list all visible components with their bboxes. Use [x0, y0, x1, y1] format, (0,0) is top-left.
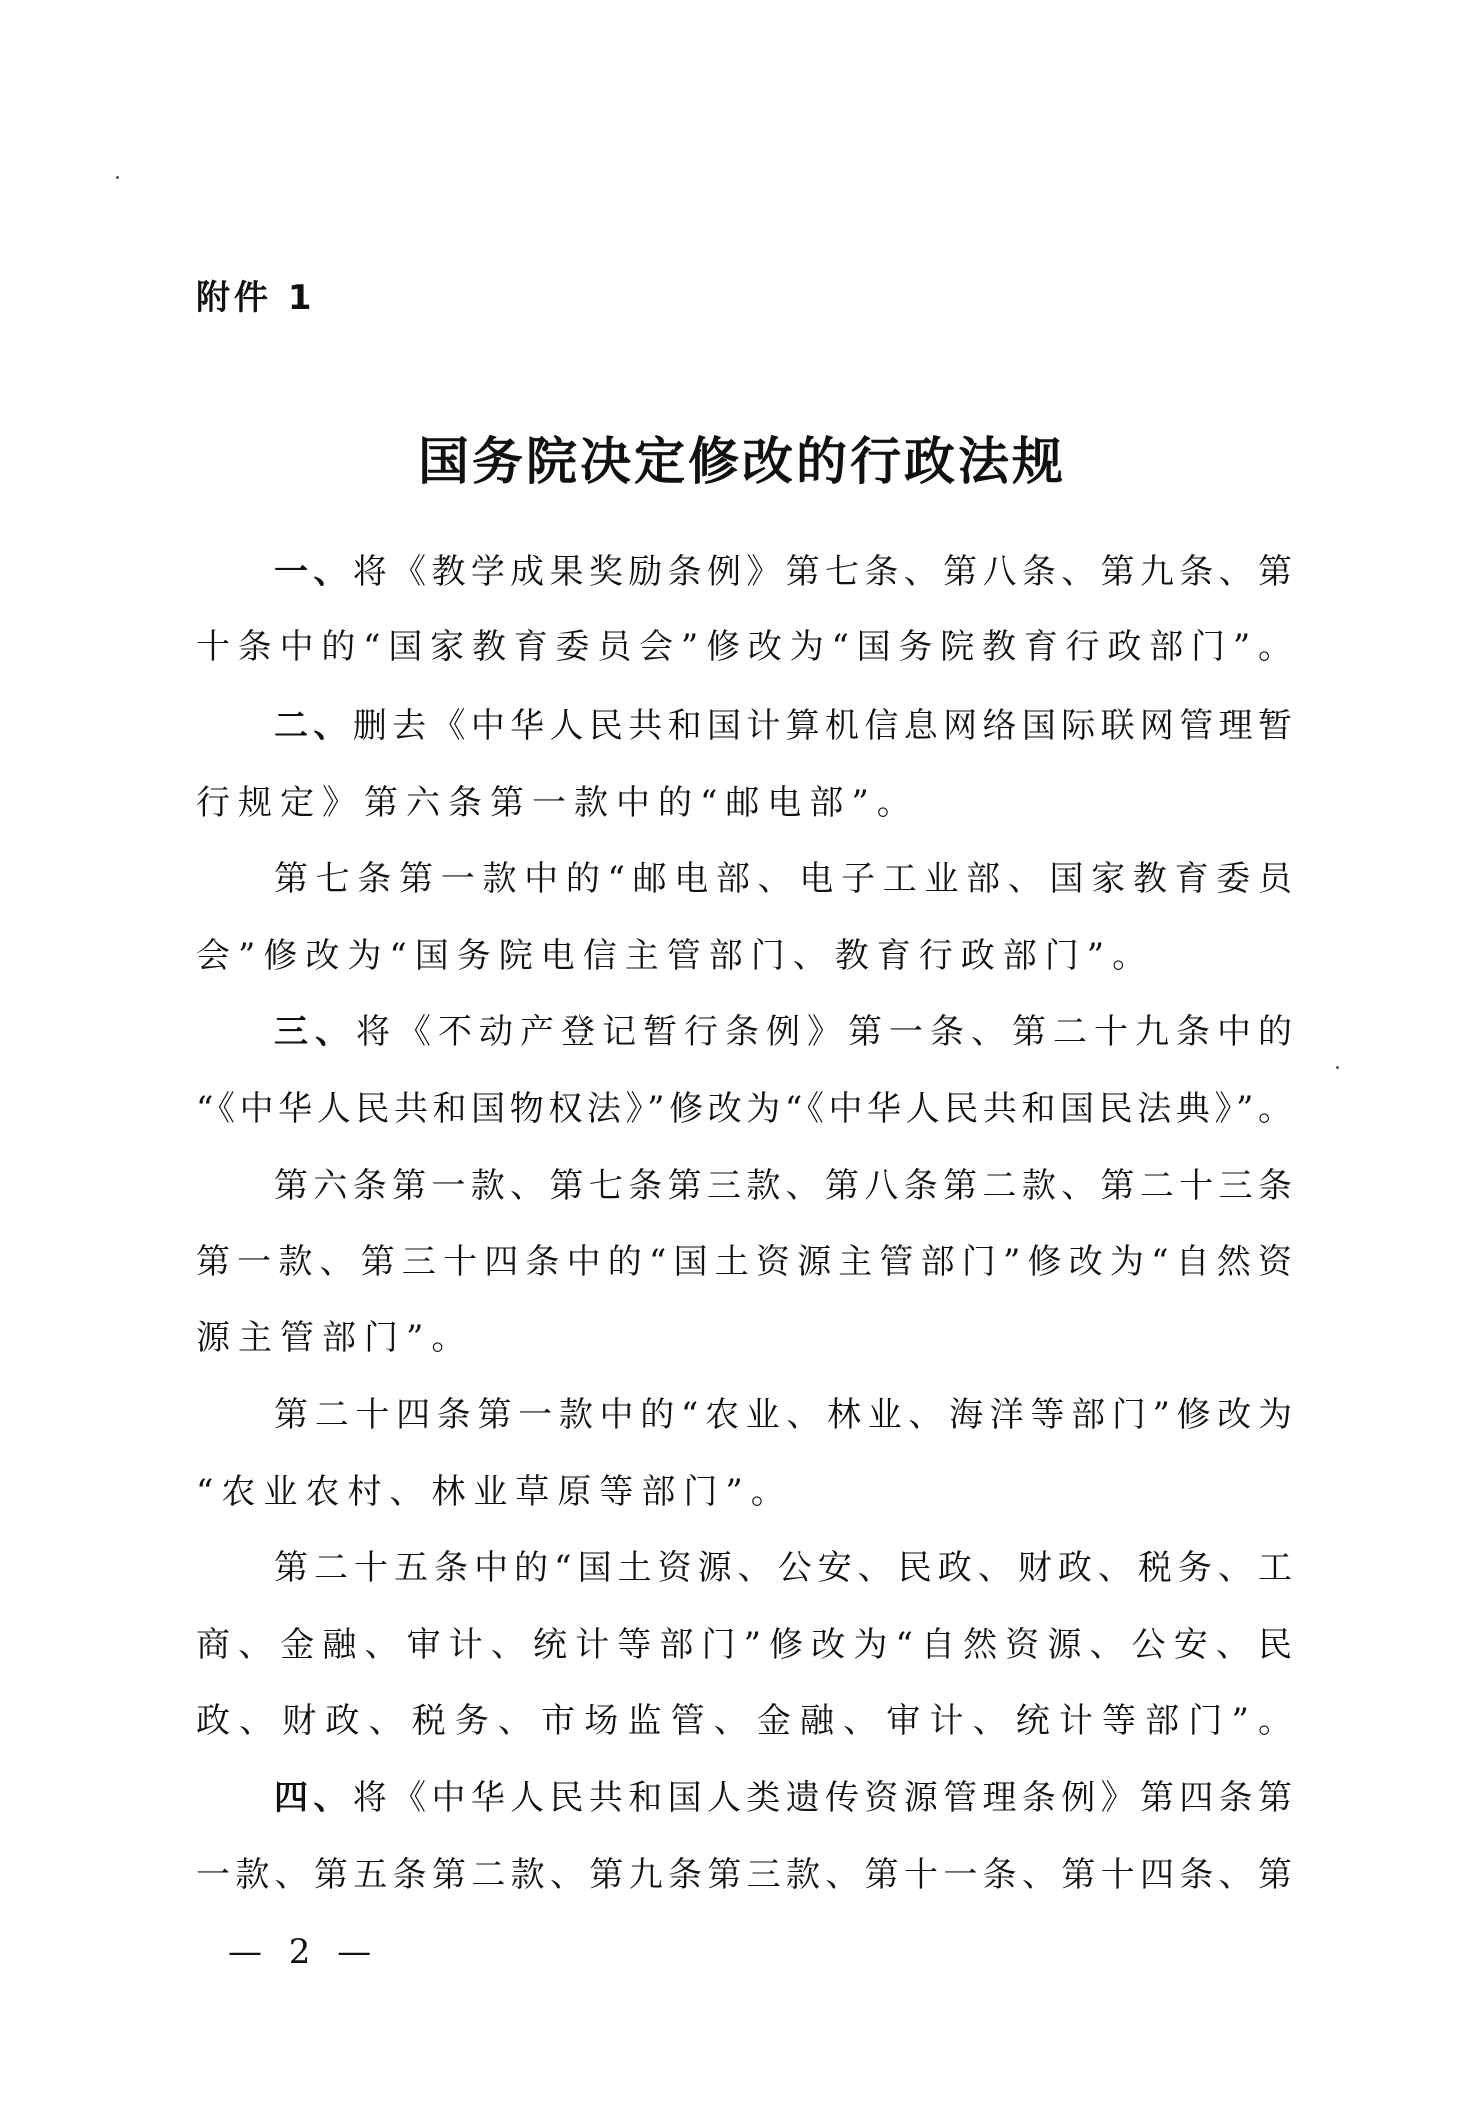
paragraph-line: 商、金融、审计、统计等部门”修改为“自然资源、公安、民: [196, 1625, 1292, 1665]
line-text: 删去《中华人民共和国计算机信息网络国际联网管理暂: [352, 706, 1293, 746]
scan-speck: [116, 176, 119, 179]
paragraph-line: 会”修改为“国务院电信主管部门、教育行政部门”。: [196, 936, 1155, 976]
line-text: 将《教学成果奖励条例》第七条、第八条、第九条、第: [352, 552, 1293, 592]
paragraph-line: 源主管部门”。: [196, 1318, 474, 1358]
page-number: — 2 —: [228, 1932, 380, 1972]
section-number: 三、: [274, 1012, 356, 1052]
line-text: 将《不动产登记暂行条例》第一条、第二十九条中的: [356, 1012, 1292, 1052]
paragraph-line: 第二十五条中的“国土资源、公安、民政、财政、税务、工: [274, 1548, 1292, 1588]
section-number: 二、: [274, 706, 353, 746]
line-text: 将《中华人民共和国人类遗传资源管理条例》第四条第: [352, 1778, 1293, 1818]
section-number: 一、: [274, 552, 353, 592]
paragraph-line: “农业农村、林业草原等部门”。: [196, 1472, 793, 1512]
paragraph-line: [274, 1012, 1292, 1052]
document-title: 国务院决定修改的行政法规: [417, 433, 1066, 492]
paragraph-line: 行规定》第六条第一款中的“邮电部”。: [196, 783, 919, 823]
paragraph-line: 一款、第五条第二款、第九条第三款、第十一条、第十四条、第: [196, 1855, 1292, 1895]
paragraph-line: “《中华人民共和国物权法》”修改为“《中华人民共和国民法典》”。: [196, 1089, 1292, 1129]
paragraph-line: 十条中的“国家教育委员会”修改为“国务院教育行政部门”。: [196, 627, 1292, 667]
section-number: 四、: [274, 1778, 353, 1818]
paragraph-line: 第一款、第三十四条中的“国土资源主管部门”修改为“自然资: [196, 1242, 1292, 1282]
scan-speck: [1336, 1066, 1339, 1069]
paragraph-line: [274, 552, 1292, 592]
paragraph-line: 第七条第一款中的“邮电部、电子工业部、国家教育委员: [274, 859, 1292, 899]
paragraph-line: 政、财政、税务、市场监管、金融、审计、统计等部门”。: [196, 1701, 1292, 1741]
paragraph-line: [274, 706, 1292, 746]
paragraph-line: 第六条第一款、第七条第三款、第八条第二款、第二十三条: [274, 1166, 1292, 1206]
attachment-label: 附件 1: [196, 278, 316, 318]
paragraph-line: [274, 1778, 1292, 1818]
paragraph-line: 第二十四条第一款中的“农业、林业、海洋等部门”修改为: [274, 1395, 1292, 1435]
